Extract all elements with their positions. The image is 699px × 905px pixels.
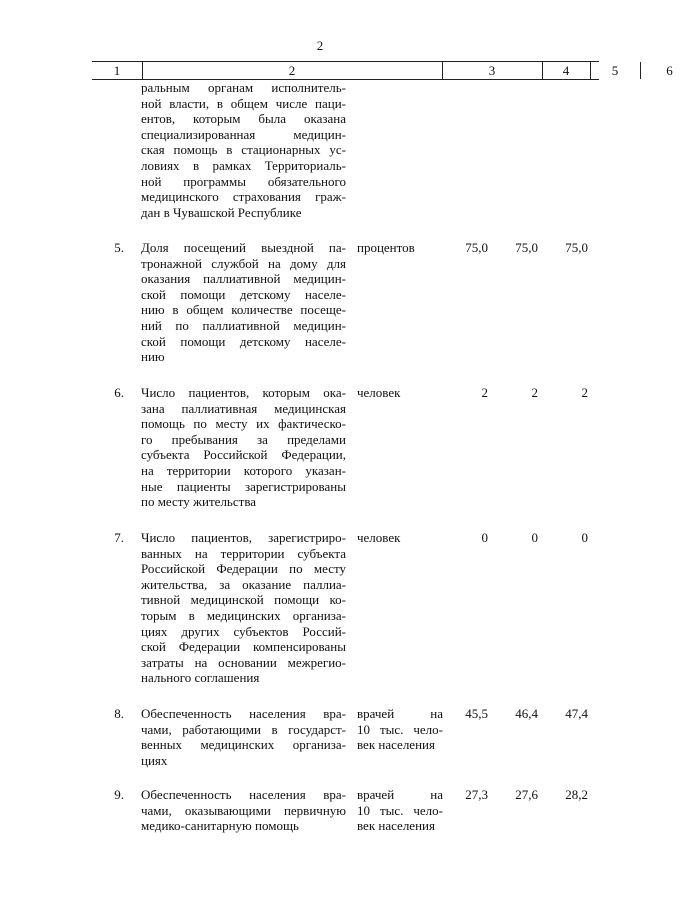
value-v5: 75,0 bbox=[515, 240, 538, 255]
value-v6: 28,2 bbox=[565, 787, 588, 802]
unit-cell bbox=[357, 385, 443, 401]
unit-cell bbox=[357, 787, 443, 834]
indicator-text-line: тронажной службой на дому для bbox=[141, 255, 346, 271]
indicator-text-line: на территории которого указан- bbox=[141, 462, 346, 478]
row-number: 5. bbox=[114, 240, 124, 255]
indicator-text-line: ные пациенты зарегистрированы bbox=[141, 478, 346, 494]
indicator-text-line: ентов, которым была оказана bbox=[141, 111, 346, 127]
header-col-6: 6 bbox=[666, 63, 673, 78]
indicator-text-line: помощь по месту их фактическо- bbox=[141, 416, 346, 432]
indicator-text-line: ской Федерации компенсированы bbox=[141, 639, 346, 655]
indicator-text-line: Число пациентов, которым ока- bbox=[141, 385, 346, 400]
header-col-1: 1 bbox=[113, 63, 121, 78]
indicator-text-line: медико-санитарную помощь bbox=[141, 818, 299, 834]
indicator-text-line: Российской Федерации по месту bbox=[141, 561, 346, 577]
indicator-text-line: ской помощи детскому населе- bbox=[141, 333, 346, 349]
value-v5: 2 bbox=[531, 385, 538, 400]
indicator-text-line: венных медицинских организа- bbox=[141, 737, 346, 753]
indicator-text bbox=[141, 530, 346, 686]
header-col-3: 3 bbox=[488, 63, 496, 78]
row-number: 8. bbox=[114, 706, 124, 721]
indicator-text-line: по месту жительства bbox=[141, 494, 257, 510]
indicator-text-line: ванных на территории субъекта bbox=[141, 545, 346, 561]
unit-line: врачей на bbox=[357, 787, 443, 802]
indicator-text-line: ральным органам исполнитель- bbox=[141, 80, 346, 95]
indicator-text-line: специализированная медицин- bbox=[141, 126, 346, 142]
indicator-text-line: ний по паллиативной медицин- bbox=[141, 317, 346, 333]
indicator-text-line: ной власти, в общем числе паци- bbox=[141, 95, 346, 111]
value-v4: 27,3 bbox=[465, 787, 488, 802]
unit-cell bbox=[357, 240, 443, 256]
table-header bbox=[92, 61, 673, 80]
indicator-text-line: оказания паллиативной медицин- bbox=[141, 271, 346, 287]
indicator-text-line: нию bbox=[141, 349, 165, 365]
indicator-text-line: медицинского страхования граж- bbox=[141, 189, 346, 205]
indicator-text-line: жительства, за оказание паллиа- bbox=[141, 576, 346, 592]
indicator-text-line: нального соглашения bbox=[141, 670, 260, 686]
indicator-text-line: ной программы обязательного bbox=[141, 173, 346, 189]
indicator-text-line: чами, оказывающими первичную bbox=[141, 802, 346, 818]
value-v4: 2 bbox=[481, 385, 488, 400]
value-v4: 0 bbox=[481, 530, 488, 545]
indicator-text-line: Доля посещений выездной па- bbox=[141, 240, 346, 255]
row-number: 6. bbox=[114, 385, 124, 400]
unit-line: процентов bbox=[357, 240, 415, 255]
indicator-text-line: затраты на основании межрегио- bbox=[141, 654, 346, 670]
row-number: 7. bbox=[114, 530, 124, 545]
indicator-text-line: дан в Чувашской Республике bbox=[141, 204, 302, 220]
header-col-2: 2 bbox=[288, 63, 296, 78]
indicator-text-line: Обеспеченность населения вра- bbox=[141, 706, 346, 721]
unit-cell bbox=[357, 530, 443, 546]
indicator-text bbox=[141, 385, 346, 510]
indicator-text-line: циях других субъектов Россий- bbox=[141, 623, 346, 639]
indicator-text-line: Число пациентов, зарегистриро- bbox=[141, 530, 346, 545]
indicator-text-line: торым в медицинских организа- bbox=[141, 607, 346, 623]
value-v5: 27,6 bbox=[515, 787, 538, 802]
indicator-text-line: ловиях в рамках Территориаль- bbox=[141, 157, 346, 173]
indicator-text bbox=[141, 787, 346, 834]
indicator-text-line: субъекта Российской Федерации, bbox=[141, 447, 346, 463]
indicator-text-line: циях bbox=[141, 752, 168, 768]
indicator-text-line: зана паллиативная медицинская bbox=[141, 400, 346, 416]
unit-cell bbox=[357, 706, 443, 753]
unit-line: человек bbox=[357, 530, 401, 545]
unit-line: век населения bbox=[357, 818, 435, 834]
indicator-text-line: ской помощи детскому населе- bbox=[141, 286, 346, 302]
indicator-text-line: ская помощь в стационарных ус- bbox=[141, 142, 346, 158]
value-v6: 47,4 bbox=[565, 706, 588, 721]
page-number: 2 bbox=[316, 38, 324, 53]
value-v4: 75,0 bbox=[465, 240, 488, 255]
unit-line: 10 тыс. чело- bbox=[357, 802, 443, 818]
value-v6: 75,0 bbox=[565, 240, 588, 255]
indicator-text-line: нию в общем количестве посеще- bbox=[141, 302, 346, 318]
header-col-4: 4 bbox=[562, 63, 570, 78]
value-v4: 45,5 bbox=[465, 706, 488, 721]
value-v5: 0 bbox=[531, 530, 538, 545]
header-col-5: 5 bbox=[611, 63, 619, 78]
indicator-text-line: Обеспеченность населения вра- bbox=[141, 787, 346, 802]
value-v5: 46,4 bbox=[515, 706, 538, 721]
row-number: 9. bbox=[114, 787, 124, 802]
unit-line: врачей на bbox=[357, 706, 443, 721]
unit-line: 10 тыс. чело- bbox=[357, 721, 443, 737]
indicator-text bbox=[141, 80, 346, 220]
indicator-text bbox=[141, 240, 346, 365]
indicator-text bbox=[141, 706, 346, 768]
value-v6: 0 bbox=[581, 530, 588, 545]
unit-line: век населения bbox=[357, 737, 435, 753]
indicator-text-line: чами, работающими в государст- bbox=[141, 721, 346, 737]
indicator-text-line: тивной медицинской помощи ко- bbox=[141, 592, 346, 608]
unit-line: человек bbox=[357, 385, 401, 400]
value-v6: 2 bbox=[581, 385, 588, 400]
indicator-text-line: го пребывания за пределами bbox=[141, 431, 346, 447]
